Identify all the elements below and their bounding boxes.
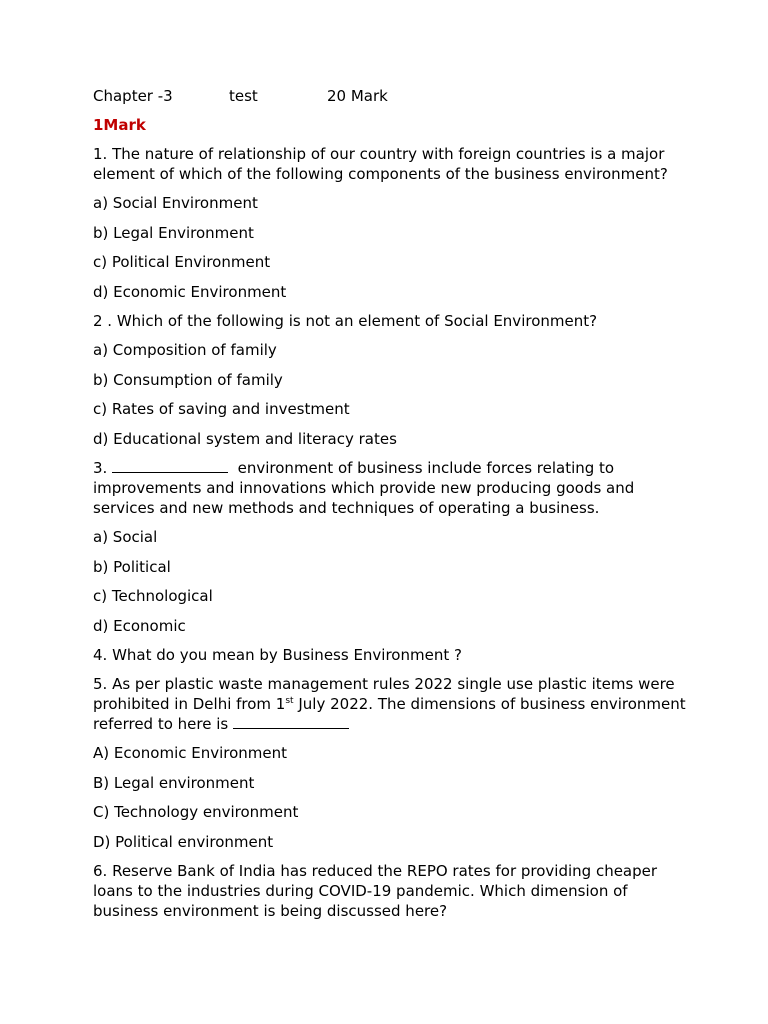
question-6: 6. Reserve Bank of India has reduced the REPO rates for providing cheaper loans to the industries during COVID-19 pandemic. Which dimension of business environment is being discussed here? <box>93 862 658 920</box>
question-5-option-a: A) Economic Environment <box>93 744 288 762</box>
question-list <box>93 144 693 930</box>
question-3-number: 3. <box>93 459 108 477</box>
question-1-option-c: c) Political Environment <box>93 253 271 271</box>
question-5-text-a: 5. As per plastic waste management rules 2022 single use plastic items were prohibited in Delhi from 1 <box>93 675 675 713</box>
ordinal-superscript: st <box>285 696 294 706</box>
marks-label: 20 Mark <box>327 87 388 105</box>
question-5-option-b: B) Legal environment <box>93 773 255 792</box>
question-3-option-c: c) Technological <box>93 587 213 605</box>
question-2: 2 . Which of the following is not an element of Social Environment? <box>93 312 598 330</box>
question-5-text-b: July 2022. The dimensions of business environment referred to here is <box>93 695 686 733</box>
test-label: test <box>229 87 258 105</box>
answer-blank <box>112 458 228 473</box>
chapter-label: Chapter -3 <box>93 87 173 105</box>
question-1-option-b: b) Legal Environment <box>93 223 254 242</box>
question-3 <box>93 458 693 518</box>
question-2-option-b: b) Consumption of family <box>93 370 283 389</box>
question-1-option-a: a) Social Environment <box>93 194 258 212</box>
question-3-text: environment of business include forces relating to improvements and innovations which provide new producing goods and services and new methods and techniques of operating a business. <box>93 459 635 517</box>
question-4: 4. What do you mean by Business Environment ? <box>93 646 462 664</box>
question-5-option-c: C) Technology environment <box>93 803 299 821</box>
question-2-option-a: a) Composition of family <box>93 341 277 359</box>
question-3-option-a: a) Social <box>93 528 158 546</box>
question-5 <box>93 674 693 734</box>
question-2-option-d: d) Educational system and literacy rates <box>93 429 397 448</box>
question-1: 1. The nature of relationship of our country with foreign countries is a major element of which of the following components of the business environment? <box>93 145 668 183</box>
question-5-option-d: D) Political environment <box>93 832 274 851</box>
question-3-option-d: d) Economic <box>93 616 186 635</box>
test-header <box>93 86 693 106</box>
section-title: 1Mark <box>93 116 146 134</box>
question-2-option-c: c) Rates of saving and investment <box>93 400 350 418</box>
answer-blank <box>233 714 349 729</box>
question-1-option-d: d) Economic Environment <box>93 282 287 301</box>
question-3-option-b: b) Political <box>93 557 171 576</box>
